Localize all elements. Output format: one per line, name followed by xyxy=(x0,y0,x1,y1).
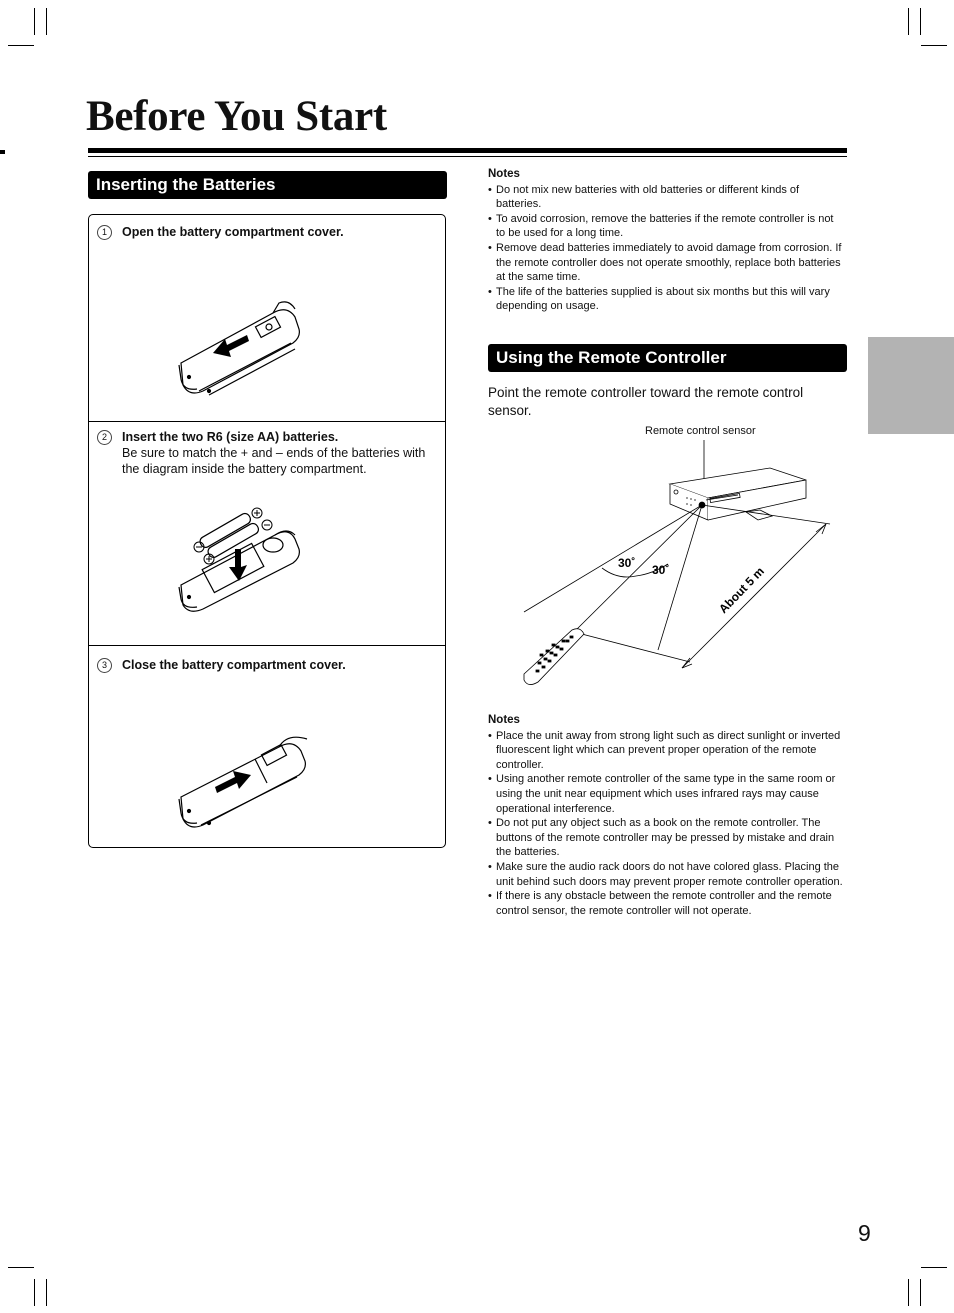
notes-title: Notes xyxy=(488,168,520,180)
step-title: Open the battery compartment cover. xyxy=(122,225,344,239)
step-number: 2 xyxy=(97,430,112,445)
battery-steps-box xyxy=(88,214,446,848)
step-1 xyxy=(97,224,344,240)
registration-mark xyxy=(0,150,5,154)
remote-insert-batteries-illustration xyxy=(175,505,305,617)
page-number: 9 xyxy=(858,1220,871,1246)
remote-close-cover-illustration xyxy=(175,729,315,829)
note-item: • Using another remote controller of the same type in the same room or using the unit near equipment which uses infrared rays may cause operational interference. xyxy=(488,772,844,816)
remote-range-diagram xyxy=(510,440,850,690)
note-item: • The life of the batteries supplied is about six months but this will vary depending on usage. xyxy=(488,285,844,314)
step-divider xyxy=(89,421,445,422)
angle-label-left: 30˚ xyxy=(618,556,636,570)
note-item: • If there is any obstacle between the remote controller and the remote control sensor, the remote controller will not operate. xyxy=(488,889,844,918)
distance-label: About 5 m xyxy=(716,564,767,617)
crop-mark xyxy=(34,1279,35,1306)
step-number: 3 xyxy=(97,658,112,673)
crop-mark xyxy=(34,8,35,35)
note-item: • Place the unit away from strong light such as direct sunlight or inverted fluorescent light which can prevent proper operation of the remote controller. xyxy=(488,729,844,773)
note-item: • Make sure the audio rack doors do not have colored glass. Placing the unit behind such doors may prevent proper remote controller operation. xyxy=(488,860,844,889)
step-title: Close the battery compartment cover. xyxy=(122,658,346,672)
angle-label-right: 30˚ xyxy=(652,563,670,577)
title-rule-thin xyxy=(88,156,847,157)
step-body: Be sure to match the + and – ends of the batteries with the diagram inside the battery compartment. xyxy=(122,446,426,476)
notes-list xyxy=(488,183,844,314)
note-item: • Do not put any object such as a book on the remote controller. The buttons of the remote controller may be pressed by mistake and drain the batteries. xyxy=(488,816,844,860)
crop-mark xyxy=(920,8,921,35)
section-heading-remote: Using the Remote Controller xyxy=(488,344,847,372)
step-divider xyxy=(89,645,445,646)
section-heading-inserting: Inserting the Batteries xyxy=(88,171,447,199)
crop-mark xyxy=(920,1279,921,1306)
step-3 xyxy=(97,657,346,673)
remote-open-cover-illustration xyxy=(175,299,305,399)
crop-mark xyxy=(908,1279,909,1306)
crop-mark xyxy=(8,1267,34,1268)
notes-top xyxy=(488,167,844,314)
notes-list xyxy=(488,729,844,919)
step-title: Insert the two R6 (size AA) batteries. xyxy=(122,430,339,444)
crop-mark xyxy=(908,8,909,35)
notes-title: Notes xyxy=(488,714,520,726)
section-tab-marker xyxy=(868,337,954,434)
crop-mark xyxy=(8,45,34,46)
crop-mark xyxy=(921,45,947,46)
step-2 xyxy=(97,429,427,477)
page-title: Before You Start xyxy=(86,93,387,140)
notes-bottom xyxy=(488,713,844,918)
note-item: • To avoid corrosion, remove the batteries if the remote controller is not to be used for a long time. xyxy=(488,212,844,241)
step-number: 1 xyxy=(97,225,112,240)
crop-mark xyxy=(921,1267,947,1268)
crop-mark xyxy=(46,1279,47,1306)
sensor-label: Remote control sensor xyxy=(645,425,756,437)
note-item: • Remove dead batteries immediately to avoid damage from corrosion. If the remote controller does not operate smoothly, replace both batteries at the same time. xyxy=(488,241,844,285)
title-rule xyxy=(88,148,847,153)
note-item: • Do not mix new batteries with old batteries or different kinds of batteries. xyxy=(488,183,844,212)
remote-intro: Point the remote controller toward the remote control sensor. xyxy=(488,385,804,418)
crop-mark xyxy=(46,8,47,35)
